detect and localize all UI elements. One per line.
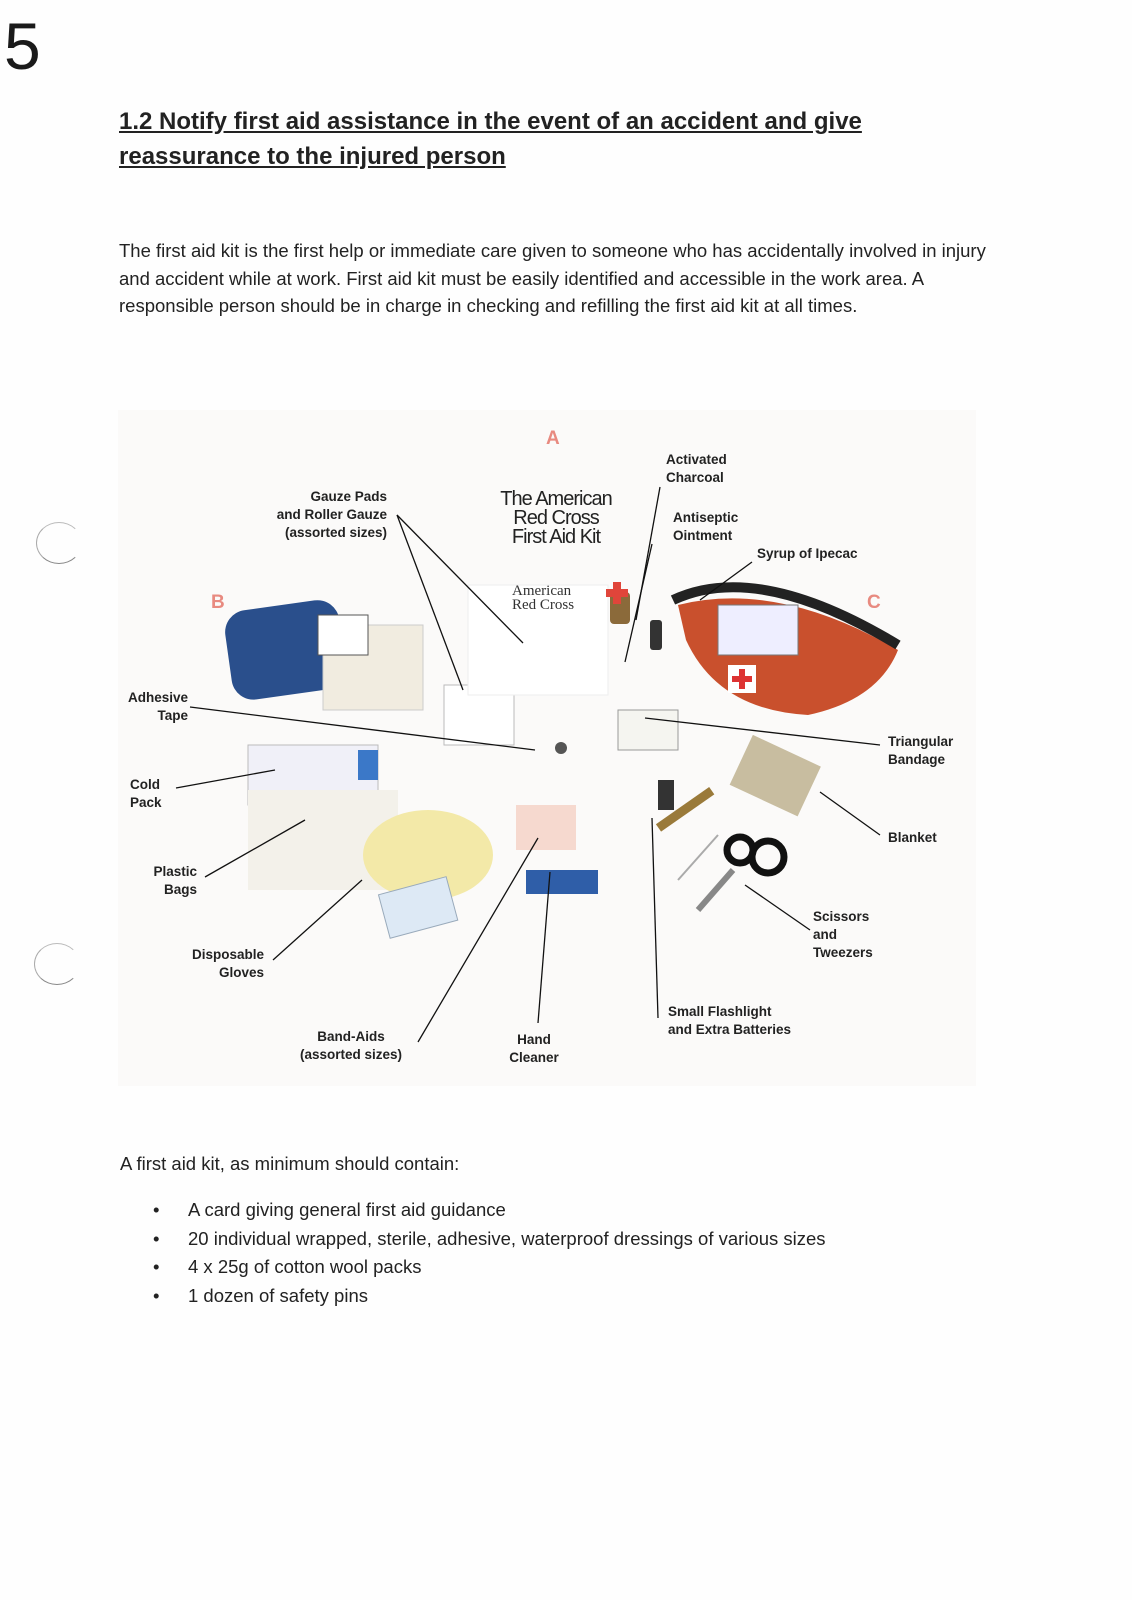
batteries bbox=[658, 780, 674, 810]
punch-hole bbox=[34, 943, 80, 985]
intro-paragraph: The first aid kit is the first help or immediate care given to someone who has accidentally involved in injury and accident while at work. First aid kit must be easily identified and accessible in the work area. A responsible person should be in charge in checking and refilling the first aid kit at all times. bbox=[119, 240, 986, 316]
label-ipecac: Syrup of Ipecac bbox=[757, 546, 858, 561]
kit-brand-small: American Red Cross bbox=[512, 583, 575, 613]
hand-cleaner bbox=[526, 870, 598, 894]
label-adhesive: Adhesive Tape bbox=[127, 690, 188, 723]
label-gauze: Gauze Pads and Roller Gauze (assorted sizes) bbox=[276, 489, 387, 540]
list-item: • 20 individual wrapped, sterile, adhesive, waterproof dressings of various sizes bbox=[153, 1227, 826, 1249]
red-cross-icon bbox=[606, 582, 628, 604]
scissors bbox=[752, 841, 784, 873]
kit-letter-b: B bbox=[211, 592, 225, 613]
label-charcoal: Activated Charcoal bbox=[666, 452, 727, 485]
list-item: • 4 x 25g of cotton wool packs bbox=[153, 1256, 422, 1277]
label-hand-cleaner: Hand Cleaner bbox=[509, 1032, 559, 1065]
band-aids bbox=[516, 805, 576, 850]
punch-hole bbox=[36, 522, 82, 564]
label-band-aids: Band-Aids (assorted sizes) bbox=[299, 1029, 403, 1062]
gauze-package bbox=[318, 615, 368, 655]
label-blanket: Blanket bbox=[888, 830, 937, 845]
label-plastic-bags: Plastic Bags bbox=[153, 864, 197, 897]
label-flashlight: Small Flashlight and Extra Batteries bbox=[668, 1004, 792, 1037]
label-gloves: Disposable Gloves bbox=[191, 947, 264, 980]
ipecac-bottle bbox=[650, 620, 662, 650]
triangular-bandage bbox=[618, 710, 678, 750]
page-number: 5 bbox=[4, 9, 41, 83]
list-intro: A first aid kit, as minimum should contain: bbox=[120, 1153, 460, 1174]
kit-brand-title: The American Red Cross First Aid Kit bbox=[500, 488, 612, 548]
label-triangular: Triangular Bandage bbox=[888, 734, 954, 767]
label-scissors: Scissors and Tweezers bbox=[813, 909, 873, 960]
list-item: • 1 dozen of safety pins bbox=[153, 1284, 368, 1306]
kit-letter-a: A bbox=[546, 428, 560, 449]
emergency-blanket bbox=[730, 735, 821, 817]
section-heading: 1.2 Notify first aid assistance in the event of an accident and give reassurance to the injured person bbox=[119, 108, 862, 170]
first-aid-kit-figure bbox=[118, 410, 976, 1086]
kit-contents-list bbox=[150, 1196, 826, 1310]
label-antiseptic: Antiseptic Ointment bbox=[673, 510, 739, 543]
kit-letter-c: C bbox=[867, 592, 881, 613]
label-cold-pack: Cold Pack bbox=[130, 777, 162, 810]
list-item: • A card giving general first aid guidance bbox=[153, 1199, 506, 1220]
